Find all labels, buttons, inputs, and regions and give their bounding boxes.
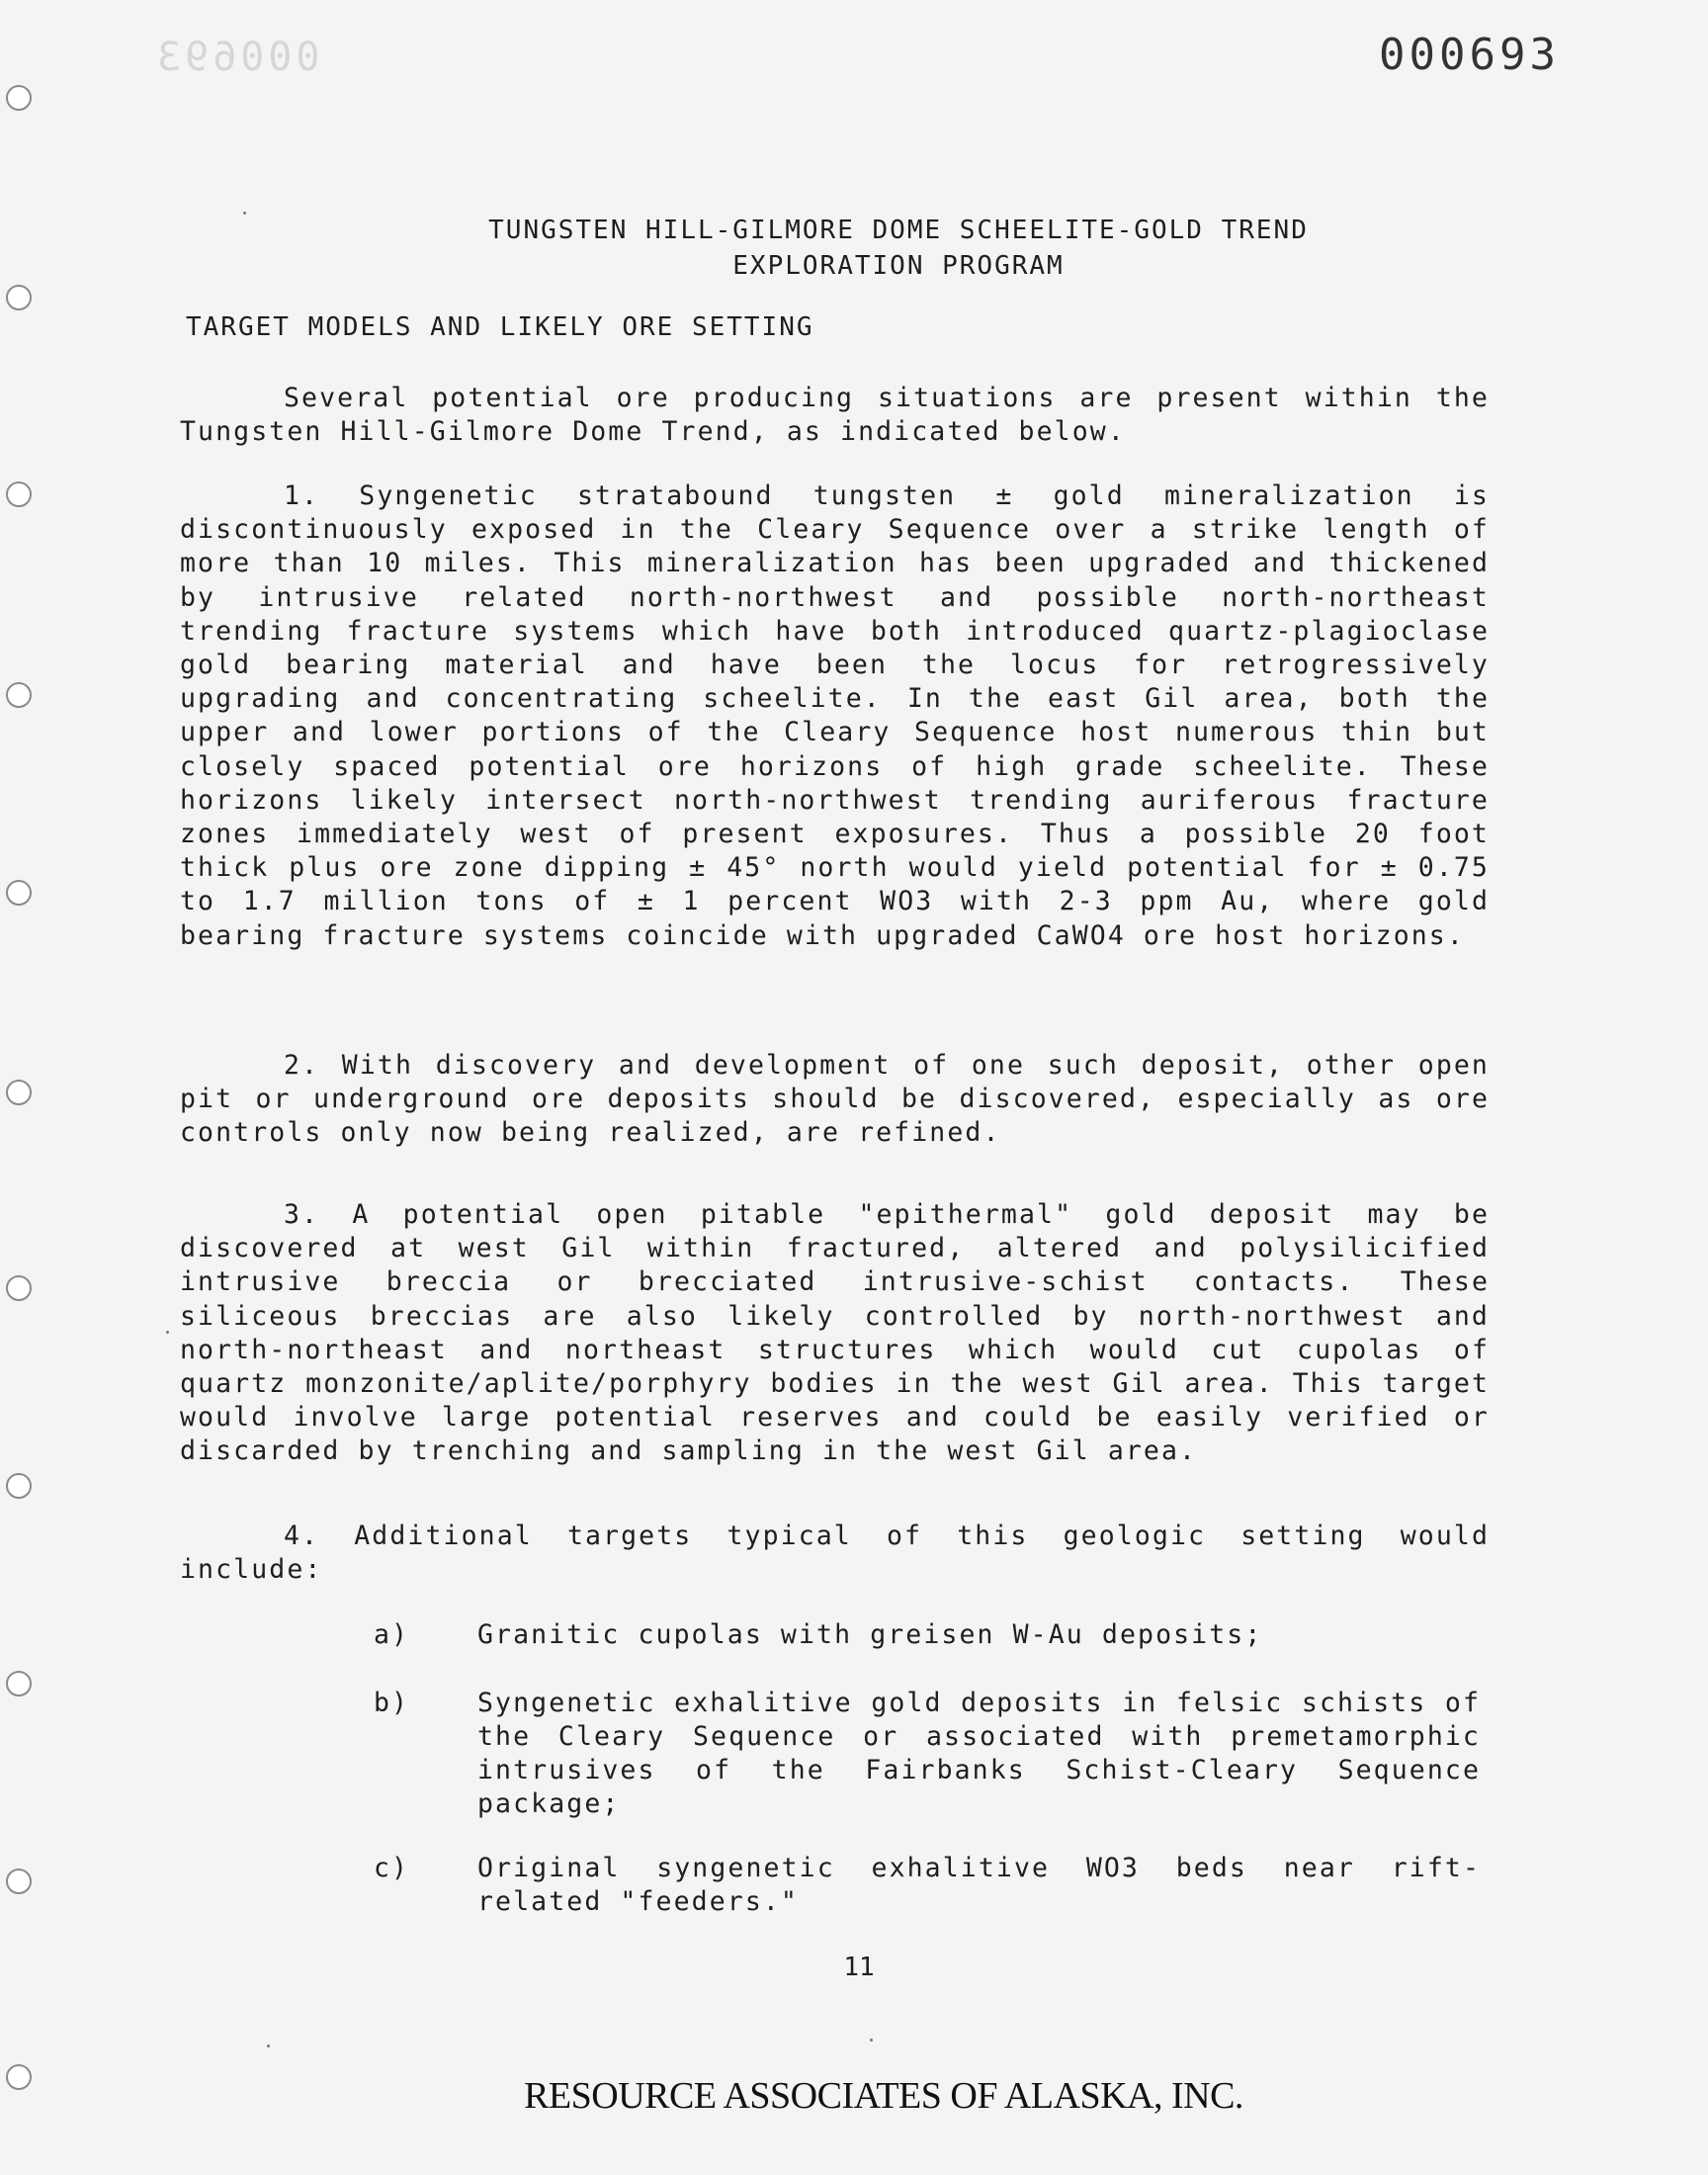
bleed-through-mark: 000693 (153, 35, 320, 80)
section-heading: TARGET MODELS AND LIKELY ORE SETTING (186, 312, 814, 342)
paragraph-1: 1. Syngenetic stratabound tungsten ± gold mineralization is discontinuously exposed in the Cleary Sequence over a strike length of more than 10 miles. This mineralization has been upgraded and thickened by intrusive related north-northwest and possible north-northeast trending fracture systems which have both introduced quartz-plagioclase gold bearing material and have been the locus for retrogressively upgrading and concentrating scheelite. In the east Gil area, both the upper and lower portions of the Cleary Sequence host numerous thin but closely spaced potential ore horizons of high grade scheelite. These horizons likely intersect north-northwest trending auriferous fracture zones immediately west of present exposures. Thus a possible 20 foot thick plus ore zone dipping ± 45° north would yield potential for ± 0.75 to 1.7 million tons of ± 1 percent WO3 with 2-3 ppm Au, where gold bearing fracture systems coincide with upgraded CaWO4 ore host horizons. (180, 480, 1490, 951)
document-number: 000693 (1379, 30, 1560, 80)
list-text: Granitic cupolas with greisen W-Au deposits; (477, 1619, 1263, 1650)
paragraph-4: 4. Additional targets typical of this geologic setting would include: (180, 1521, 1490, 1586)
intro-paragraph: Several potential ore producing situations are present within the Tungsten Hill-Gilmore Dome Trend, as indicated below. (180, 383, 1490, 448)
binder-hole (6, 85, 32, 111)
paragraph-3: 3. A potential open pitable "epithermal" gold deposit may be discovered at west Gil within fractured, altered and polysilicified intrusive breccia or brecciated intrusive-schist contacts. These siliceous breccias are also likely controlled by north-northwest and north-northeast and northeast structures which would cut cupolas of quartz monzonite/aplite/porphyry bodies in the west Gil area. This target would involve large potential reserves and could be easily verified or discarded by trenching and sampling in the west Gil area. (180, 1199, 1490, 1467)
binder-hole (6, 1671, 32, 1696)
binder-hole (6, 880, 32, 906)
company-footer: RESOURCE ASSOCIATES OF ALASKA, INC. (524, 2075, 1243, 2117)
binder-hole (6, 1275, 32, 1301)
list-text: Original syngenetic exhalitive WO3 beds near rift-related "feeders." (477, 1853, 1481, 1917)
list-marker: a) (374, 1619, 410, 1650)
binder-hole (6, 1473, 32, 1499)
scan-speck (267, 2044, 270, 2047)
paragraph-2: 2. With discovery and development of one such deposit, other open pit or underground ore deposits should be discovered, especially as ore controls only now being realized, are refined. (180, 1050, 1490, 1149)
binder-hole (6, 481, 32, 507)
title-line: TUNGSTEN HILL-GILMORE DOME SCHEELITE-GOLD TREND (488, 216, 1309, 245)
scan-speck (166, 1331, 169, 1334)
binder-hole (6, 682, 32, 708)
title-line: EXPLORATION PROGRAM (732, 251, 1065, 281)
binder-hole (6, 1869, 32, 1894)
document-title (0, 213, 1708, 284)
scan-speck (870, 2039, 873, 2042)
list-text: Syngenetic exhalitive gold deposits in felsic schists of the Cleary Sequence or associated with premetamorphic intrusives of the Fairbanks Schist-Cleary Sequence package; (477, 1688, 1481, 1819)
binder-hole (6, 285, 32, 310)
binder-hole (6, 1080, 32, 1105)
list-marker: c) (374, 1853, 410, 1883)
page-number: 11 (843, 1953, 875, 1982)
list-marker: b) (374, 1688, 410, 1718)
